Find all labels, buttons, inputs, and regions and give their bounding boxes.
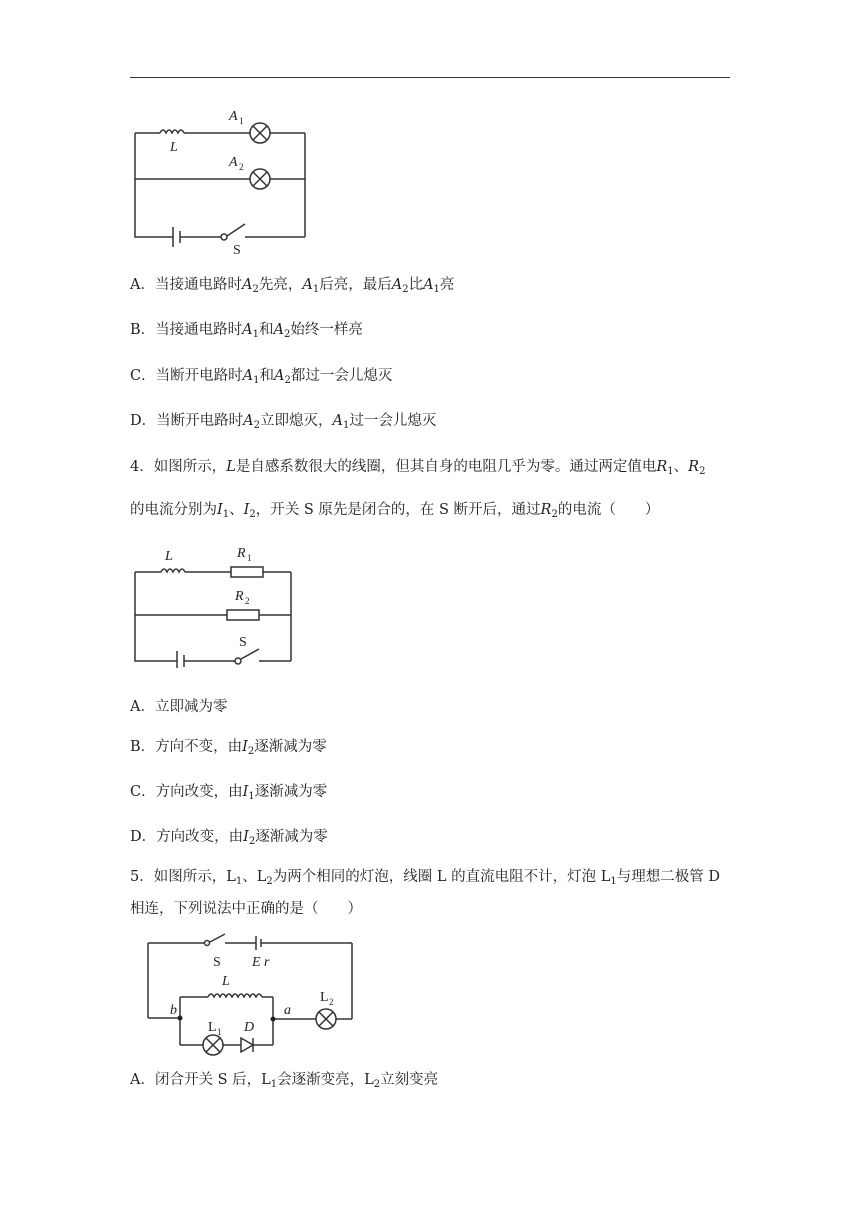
subscript: 1 <box>312 284 320 295</box>
q5-circuit-diagram <box>140 930 360 1060</box>
q4-option-c <box>130 782 327 802</box>
option-text: 逐渐减为零 <box>255 829 328 845</box>
q3-option-c <box>130 366 392 386</box>
q3-fig-label-A1-sub: 1 <box>239 116 244 126</box>
option-text: 比 <box>408 277 424 293</box>
option-text: 始终一样亮 <box>290 322 363 338</box>
option-text: C．当断开电路时 <box>130 368 243 384</box>
option-text: 立即熄灭， <box>259 413 333 429</box>
q3-fig-label-A2-sub: 2 <box>239 162 244 172</box>
subscript: 2 <box>247 746 255 757</box>
stem-text: 、 <box>673 459 689 475</box>
subscript: 2 <box>248 836 256 847</box>
symbol: A <box>423 277 434 293</box>
stem-text: 、 <box>229 502 244 518</box>
symbol: A <box>241 277 253 293</box>
symbol: A <box>273 368 285 384</box>
stem-text: 、L <box>242 869 267 885</box>
subscript: 1 <box>610 876 617 887</box>
stem-text: 相连，下列说法中正确的是（ ） <box>130 901 362 917</box>
symbol: I <box>242 784 249 800</box>
subscript: 2 <box>249 509 256 520</box>
option-text: C．方向改变，由 <box>130 784 243 800</box>
header-rule <box>130 77 730 78</box>
q3-option-d <box>130 411 436 431</box>
q4-fig-label-R1: R <box>237 546 246 561</box>
symbol: I <box>242 739 248 755</box>
subscript: 1 <box>252 329 260 340</box>
option-text: A．闭合开关 S 后，L <box>130 1072 271 1088</box>
stem-text: 的电流（ ） <box>557 502 660 518</box>
q4-circuit-diagram <box>125 543 305 668</box>
symbol: A <box>243 413 254 429</box>
q4-fig-label-R2-sub: 2 <box>245 596 250 606</box>
subscript: 1 <box>433 284 440 295</box>
symbol: A <box>273 322 284 338</box>
q5-fig-label-Er: E r <box>252 955 270 970</box>
q4-option-d <box>130 827 328 847</box>
subscript: 1 <box>342 420 350 431</box>
q5-fig-label-L1: L <box>208 1020 217 1035</box>
q5-fig-label-b: b <box>170 1003 177 1018</box>
symbol: I <box>243 502 250 518</box>
option-text: B．当接通电路时 <box>130 322 243 338</box>
subscript: 2 <box>284 329 291 340</box>
subscript: 2 <box>699 466 706 477</box>
subscript: 1 <box>253 375 260 386</box>
option-text: 立刻变亮 <box>380 1072 439 1088</box>
option-text: 逐渐减为零 <box>254 739 327 755</box>
q4-fig-label-R2: R <box>235 589 244 604</box>
q3-fig-label-A1: A <box>229 109 238 124</box>
option-text: 和 <box>259 368 274 384</box>
option-text: 亮 <box>439 277 455 293</box>
subscript: 2 <box>551 509 558 520</box>
subscript: 2 <box>402 284 409 295</box>
subscript: 2 <box>284 375 291 386</box>
q5-fig-label-L2-sub: 2 <box>329 997 334 1007</box>
q5-fig-label-L2: L <box>320 990 329 1005</box>
q3-fig-label-A2: A <box>229 155 238 170</box>
stem-text: 是自感系数很大的线圈，但其自身的电阻几乎为零。通过两定值电 <box>235 459 657 475</box>
subscript: 2 <box>266 876 273 887</box>
symbol: A <box>332 413 343 429</box>
q5-fig-label-D: D <box>244 1020 255 1035</box>
symbol: A <box>391 277 403 293</box>
option-text: B．方向不变，由 <box>130 739 243 755</box>
option-text: 和 <box>259 322 274 338</box>
option-text: D．方向改变，由 <box>130 829 244 845</box>
stem-text: ，开关 S 原先是闭合的，在 S 断开后，通过 <box>255 502 541 518</box>
q3-fig-label-S: S <box>233 243 241 258</box>
q4-fig-label-L: L <box>165 549 173 564</box>
q3-fig-label-L: L <box>170 140 178 155</box>
stem-text: 与理想二极管 D <box>616 869 720 885</box>
stem-text: 为两个相同的灯泡，线圈 L 的直流电阻不计，灯泡 L <box>272 869 611 885</box>
q4-fig-label-S: S <box>239 635 247 650</box>
option-text: 都过一会儿熄灭 <box>290 368 393 384</box>
symbol: R <box>540 502 552 518</box>
q5-stem-line-1 <box>130 867 720 887</box>
option-text: D．当断开电路时 <box>130 413 244 429</box>
subscript: 1 <box>248 791 255 802</box>
q4-option-b <box>130 737 327 757</box>
symbol: R <box>688 459 700 475</box>
subscript: 2 <box>373 1079 381 1090</box>
symbol: L <box>226 459 236 475</box>
q5-option-a <box>130 1070 438 1090</box>
option-text: A．立即减为零 <box>130 699 228 715</box>
subscript: 1 <box>235 876 243 887</box>
q5-fig-label-S: S <box>213 955 221 970</box>
q5-fig-label-L1-sub: 1 <box>217 1027 222 1037</box>
option-text: A．当接通电路时 <box>130 277 242 293</box>
q5-fig-label-L: L <box>222 974 230 989</box>
q5-stem-line-2 <box>130 899 362 919</box>
symbol: A <box>302 277 313 293</box>
q3-option-b <box>130 320 363 340</box>
stem-text: 4．如图所示， <box>130 459 227 475</box>
q4-option-a <box>130 697 227 717</box>
symbol: A <box>242 322 253 338</box>
subscript: 1 <box>222 509 230 520</box>
q4-stem-line-2 <box>130 500 659 520</box>
subscript: 1 <box>667 466 674 477</box>
option-text: 会逐渐变亮，L <box>277 1072 374 1088</box>
subscript: 2 <box>253 420 260 431</box>
symbol: A <box>242 368 254 384</box>
q4-fig-label-R1-sub: 1 <box>247 553 252 563</box>
q3-circuit-diagram <box>125 103 315 258</box>
symbol: R <box>656 459 668 475</box>
q3-option-a <box>130 275 454 295</box>
symbol: I <box>217 502 223 518</box>
option-text: 后亮，最后 <box>319 277 392 293</box>
stem-text: 5．如图所示，L <box>130 869 236 885</box>
symbol: I <box>243 829 249 845</box>
q5-fig-label-a: a <box>284 1003 291 1018</box>
q4-stem-line-1 <box>130 457 705 477</box>
stem-text: 的电流分别为 <box>130 502 217 518</box>
subscript: 1 <box>270 1079 278 1090</box>
option-text: 先亮， <box>258 277 303 293</box>
option-text: 逐渐减为零 <box>254 784 328 800</box>
option-text: 过一会儿熄灭 <box>349 413 437 429</box>
subscript: 2 <box>252 284 259 295</box>
